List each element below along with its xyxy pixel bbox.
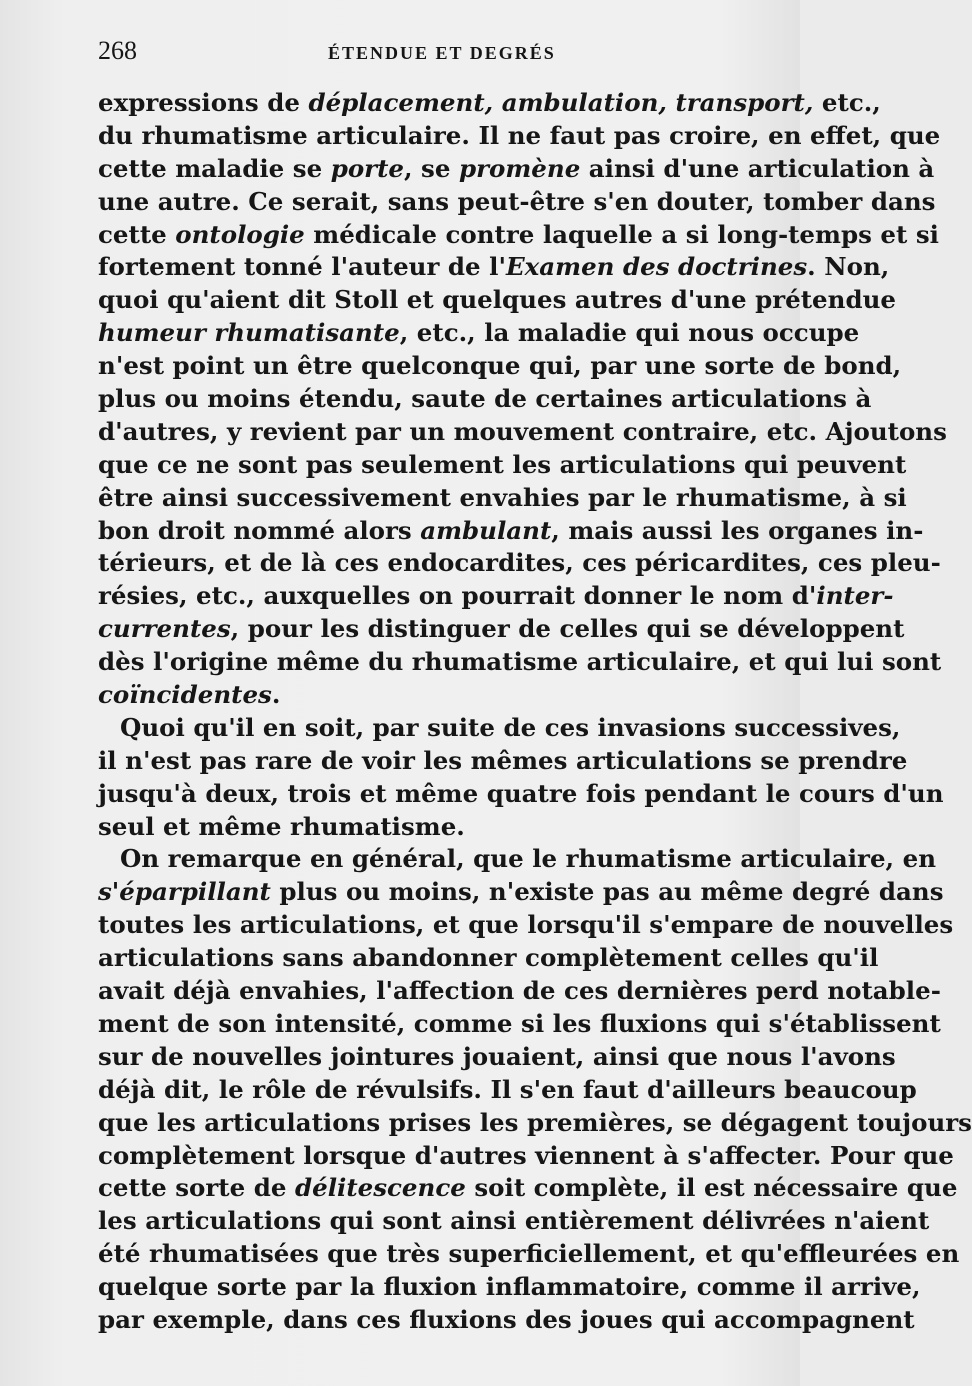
text-span: du rhumatisme articulaire. Il ne faut pas croire, en effet, que — [98, 120, 941, 150]
text-span: d'autres, y revient par un mouvement contraire, etc. Ajoutons — [98, 416, 947, 446]
text-span: . Non, — [807, 252, 890, 282]
text-line — [98, 383, 872, 416]
text-line — [98, 251, 890, 284]
text-span: fortement tonné l'auteur de l' — [98, 252, 506, 282]
text-line — [98, 1304, 915, 1337]
text-span: n'est point un être quelconque qui, par une sorte de bond, — [98, 351, 902, 381]
text-span: bon droit nommé alors — [98, 515, 421, 545]
text-line — [98, 876, 944, 909]
text-span: , se — [404, 153, 459, 183]
text-line — [98, 712, 901, 745]
text-line — [98, 515, 924, 548]
text-span: cette — [98, 219, 176, 249]
text-span: soit complète, il est nécessaire que — [465, 1173, 958, 1203]
text-span: articulations sans abandonner complètement celles qu'il — [98, 943, 879, 973]
text-line — [98, 811, 778, 844]
text-span: quoi qu'aient dit Stoll et quelques autres d'une prétendue — [98, 285, 896, 315]
italic-text: promène — [458, 153, 581, 183]
text-span: que ce ne sont pas seulement les articulations qui peuvent — [98, 449, 907, 479]
text-line — [98, 580, 894, 613]
text-line — [98, 120, 941, 153]
text-line — [98, 1140, 954, 1173]
text-span: les articulations qui sont ainsi entièrement délivrées n'aient — [98, 1206, 930, 1236]
text-line — [98, 449, 907, 482]
text-span: expressions de — [98, 88, 309, 117]
text-span: résies, etc., auxquelles on pourrait donner le nom d' — [98, 581, 817, 611]
text-line — [98, 1172, 958, 1205]
text-span: médicale contre laquelle a si long-temps et si — [304, 219, 939, 249]
text-line — [98, 317, 860, 350]
text-span: une autre. Ce serait, sans peut-être s'en douter, tomber dans — [98, 186, 936, 216]
text-span: etc., — [813, 88, 881, 117]
page-header — [98, 34, 778, 70]
italic-text: ambulant — [420, 515, 552, 545]
text-span: ment de son intensité, comme si les fluxions qui s'établissent — [98, 1008, 941, 1038]
text-span: cette sorte de — [98, 1173, 295, 1203]
text-span: Quoi qu'il en soit, par suite de ces invasions successives, — [120, 712, 901, 742]
text-line — [98, 646, 942, 679]
text-span: jusqu'à deux, trois et même quatre fois pendant le cours d'un — [98, 778, 944, 808]
text-span: sur de nouvelles jointures jouaient, ainsi que nous l'avons — [98, 1041, 896, 1071]
italic-text: coïncidentes — [98, 680, 272, 710]
text-span: ainsi d'une articulation à — [580, 153, 935, 183]
text-line — [98, 87, 881, 120]
text-line — [98, 284, 896, 317]
text-line — [98, 843, 937, 876]
text-span: térieurs, et de là ces endocardites, ces péricardites, ces pleu- — [98, 548, 941, 578]
text-span: complètement lorsque d'autres viennent à s'affecter. Pour que — [98, 1140, 954, 1170]
italic-text: ontologie — [175, 219, 305, 249]
text-line — [98, 778, 944, 811]
italic-text: s'éparpillant — [98, 877, 271, 907]
italic-text: inter- — [816, 581, 894, 611]
text-span: , mais aussi les organes in- — [551, 515, 924, 545]
text-span: . — [271, 680, 281, 710]
text-line — [98, 1238, 960, 1271]
text-span: plus ou moins étendu, saute de certaines articulations à — [98, 384, 872, 414]
text-line — [98, 1205, 930, 1238]
text-line — [98, 1271, 921, 1304]
text-line — [98, 975, 941, 1008]
text-line — [98, 1008, 941, 1041]
text-span: quelque sorte par la fluxion inflammatoire, comme il arrive, — [98, 1272, 921, 1302]
text-span: par exemple, dans ces fluxions des joues qui accompagnent — [98, 1304, 915, 1334]
text-line — [98, 1041, 896, 1074]
text-span: été rhumatisées que très superficiellement, et qu'effleurées en — [98, 1239, 960, 1269]
text-span: toutes les articulations, et que lorsqu'il s'empare de nouvelles — [98, 910, 954, 940]
italic-text: currentes — [98, 614, 231, 644]
text-line — [98, 416, 947, 449]
text-span: , etc., la maladie qui nous occupe — [399, 318, 860, 348]
text-span: , pour les distinguer de celles qui se développent — [230, 614, 905, 644]
text-line — [98, 482, 907, 515]
text-span: dès l'origine même du rhumatisme articulaire, et qui lui sont — [98, 647, 942, 677]
text-line — [98, 745, 908, 778]
text-span: seul et même rhumatisme. — [98, 811, 465, 841]
text-span: cette maladie se — [98, 153, 331, 183]
italic-text: humeur rhumatisante — [98, 318, 400, 348]
body-text — [98, 87, 972, 1337]
page-number: 268 — [98, 36, 137, 65]
text-line — [98, 613, 905, 646]
italic-text: déplacement, ambulation, transport, — [308, 88, 814, 117]
text-line — [98, 350, 902, 383]
text-span: On remarque en général, que le rhumatisme articulaire, en — [120, 844, 937, 874]
text-line — [98, 186, 936, 219]
text-span: être ainsi successivement envahies par le rhumatisme, à si — [98, 482, 907, 512]
text-line — [98, 1107, 972, 1140]
text-span: que les articulations prises les premières, se dégagent toujours — [98, 1107, 972, 1137]
text-line — [98, 547, 941, 580]
italic-text: porte — [330, 153, 404, 183]
text-line — [98, 942, 879, 975]
text-span: plus ou moins, n'existe pas au même degré dans — [270, 877, 944, 907]
text-line — [98, 909, 954, 942]
italic-text: délitescence — [294, 1173, 466, 1203]
italic-text: Examen des doctrines — [505, 252, 808, 282]
text-line — [98, 219, 939, 252]
text-span: déjà dit, le rôle de révulsifs. Il s'en faut d'ailleurs beaucoup — [98, 1074, 917, 1104]
text-span: avait déjà envahies, l'affection de ces dernières perd notable- — [98, 976, 941, 1006]
text-line — [98, 1074, 917, 1107]
running-head: ÉTENDUE ET DEGRÉS — [328, 43, 556, 63]
text-line — [98, 679, 778, 712]
text-span: il n'est pas rare de voir les mêmes articulations se prendre — [98, 745, 908, 775]
text-line — [98, 153, 935, 186]
